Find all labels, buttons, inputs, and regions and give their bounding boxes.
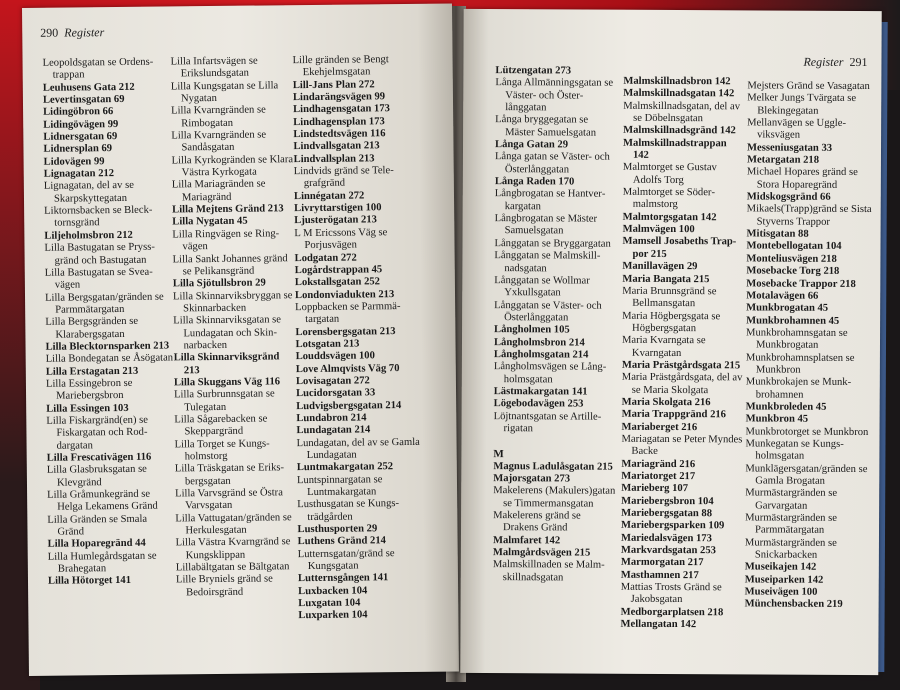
index-entry: Mariatorget 217 [621,470,696,483]
index-entry: Långbrogatan se Mäster Samuelsgatan [494,213,598,237]
index-entry: Lorensbergsgatan 213 [295,325,396,338]
index-entry: Lilla Nygatan 45 [172,216,248,228]
index-entry: Maria Trappgränd 216 [621,409,727,421]
open-book [18,6,890,682]
index-column-1 [43,56,177,588]
index-entry: Midskogsgränd 66 [746,191,831,203]
index-entry: Mariagränd 216 [621,458,696,470]
index-entry: Mariaberget 216 [621,421,698,433]
index-entry: Lilla Ringvägen se Ringvägen [172,228,280,253]
index-entry: Lilla Essingebron se Mariebergsbron [45,377,133,402]
index-entry: Murmästargränden se Parmmätargatan [745,512,837,537]
index-entry: Malmskillnadstrappan 142 [623,137,727,161]
index-entry: Lindhagensgatan 173 [293,103,390,116]
index-entry: Lilla Kvarngränden se Rimbogatan [171,104,266,130]
index-entry: Ludvigsbergsgatan 214 [296,399,402,412]
index-entry: Lilla Bastugatan se Pryssgränd och Bastugatan [44,241,155,267]
index-entry: Luntmakargatan 252 [296,461,394,474]
index-entry: Metargatan 218 [746,154,820,166]
index-entry: Löjtnantsgatan se Artillerigatan [493,410,602,435]
index-entry: Lilla Infartsvägen se Erikslundsgatan [170,55,258,80]
index-entry: Långholmen 105 [494,324,570,336]
index-entry: Lilla Bondegatan se Åsögatan [45,352,174,366]
index-entry: Lilla Frescativägen 116 [46,451,152,464]
index-entry: Lilla Kyrkogränden se Klara Västra Kyrkogata [171,153,294,179]
index-entry: Långgatan se Bryggargatan [494,237,611,250]
index-entry: Leopoldsgatan se Ordenstrappan [42,56,154,82]
index-entry: Lilla Skinnarviksgatan se Lundagatan och Skinnarbacken [173,314,282,352]
index-entry: Lidovägen 99 [43,155,105,168]
index-entry: Malmvägen 100 [622,223,695,236]
right-page-title: Register [803,54,844,69]
index-entry: Lindvallsgatan 213 [293,140,380,153]
index-entry: Lilla Skinnarviksbryggan se Skinnarbacken [172,289,293,315]
index-entry: Makelerens gränd se Drakens Gränd [493,510,581,534]
index-entry: Malmskillnaden se Malmskillnadsgatan [492,559,605,584]
index-entry: Munkbrokajen se Munkbrohamnen [745,376,852,401]
left-page-number: 290 [40,25,59,40]
index-entry: Lilla Torget se Kungsholmstorg [174,438,270,463]
left-page [22,3,459,675]
index-entry: Lilla Hötorget 141 [47,575,132,588]
index-entry: Lilla Glasbruksgatan se Klevgränd [46,464,147,489]
index-entry: Lilla Erstagatan 213 [45,365,139,378]
index-entry: Mellangatan 142 [620,618,697,631]
index-entry: Lilla Sågarebacken se Skeppargränd [174,413,268,438]
index-entry: Luxbacken 104 [298,585,368,597]
index-entry: Leuhusens Gata 212 [42,81,135,94]
index-entry: Lilla Skuggans Väg 116 [173,376,281,389]
index-entry: Murmästargränden se Snickarbacken [744,537,837,561]
index-column-6 [745,80,876,611]
index-entry: Messeniusgatan 33 [746,142,833,154]
index-entry: Lilla Fiskargränd(en) se Fiskargatan och Roddargatan [46,414,148,452]
index-entry: Lidnersplan 69 [43,143,113,156]
index-entry: Livryttarstigen 100 [294,202,382,215]
index-column-5 [620,76,745,632]
index-entry: Långgatan se Väster- och Österlånggatan [494,299,602,324]
index-entry: Lucidorsgatan 33 [295,387,376,400]
index-entry: Museivägen 100 [744,586,818,598]
index-entry: Murmästargränden se Garvargatan [745,487,838,512]
index-entry: Malmskillnadsgränd 142 [623,125,736,137]
index-entry: Malmfaret 142 [492,534,561,547]
index-entry: Lilla Essingen 103 [46,402,129,415]
index-entry: Maria Högbergsgata se Högbergsgatan [622,310,721,335]
index-entry: Makelerens (Makulers)gatan se Timmermansgatan [493,485,616,510]
index-entry: Mariebergsparken 109 [621,520,725,532]
index-entry: Lilla Kungsgatan se Lilla Nygatan [170,80,279,105]
index-entry: Maria Kvarngata se Kvarngatan [621,334,706,359]
index-entry: Lilla Humlegårdsgatan se Brahegatan [47,550,157,575]
index-entry: Lovisagatan 272 [295,375,370,388]
index-entry: Munkbrogatan 45 [746,302,829,315]
index-entry: Lundagatan 214 [296,424,371,437]
index-entry: Logårdstrappan 45 [294,264,383,277]
left-page-title: Register [64,25,105,40]
index-entry: Maria Prästgårdsgata, del av se Maria Skolgata [621,371,743,396]
index-entry: Lindarängsvägen 99 [292,91,386,104]
index-entry: Maria Bangata 215 [622,273,710,285]
index-entry: Mamsell Josabeths Trappor 215 [622,236,737,260]
index-entry: Långgatan se Wollmar Yxkullsgatan [494,274,590,299]
index-entry: Lilla Vattugatan/gränden se Herkulesgatan [175,511,292,537]
index-entry: Loppbacken se Parmmätargatan [295,300,401,326]
index-entry: Lundagatan, del av se Gamla Lundagatan [296,436,420,462]
index-entry: Lutternsgatan/gränd se Kungsgatan [297,547,395,573]
index-entry: Mosebacke Torg 218 [746,265,840,278]
index-entry: Love Almqvists Väg 70 [295,362,400,375]
index-entry: Lilla Mariagränden se Mariagränd [171,178,266,204]
index-entry: Maria Prästgårdsgata 215 [621,359,741,372]
index-entry: Lundabron 214 [296,412,367,425]
index-entry: Malmtorget se Gustav Adolfs Torg [622,162,717,186]
left-page-header [40,25,104,41]
right-page-header [803,55,867,70]
index-entry: Långgatan se Malmskillnadsgatan [494,250,601,274]
index-entry: Lilla Surbrunnsgatan se Tulegatan [174,388,275,413]
index-entry: Lögebodavägen 253 [493,398,584,410]
index-entry: L M Ericssons Väg se Porjusvägen [294,226,388,252]
index-entry: Långholmsgatan 214 [493,348,589,361]
index-entry: Malmgårdsvägen 215 [492,547,591,559]
index-entry: Luthens Gränd 214 [297,535,386,548]
index-entry: Liktornsbacken se Blecktornsgränd [44,204,153,230]
right-page [460,9,881,675]
index-entry: Långa gatan se Väster- och Österlånggatan [494,151,610,176]
index-entry: Lilla Skinnarviksgränd 213 [173,351,280,376]
index-entry: Lille Bryniels gränd se Bedoirsgränd [175,573,273,599]
index-entry: Liljeholmsbron 212 [44,229,133,242]
index-entry: Maria Skolgata 216 [621,396,711,409]
index-entry: Manillavägen 29 [622,260,698,273]
index-entry: Lusthusporten 29 [297,523,378,536]
index-column-4 [493,65,620,585]
index-entry: Mellanvägen se Uggleviksvägen [747,117,847,142]
index-entry: Louddsvägen 100 [295,350,375,363]
index-entry: Mariebergsbron 104 [621,495,714,507]
index-entry: Lill-Jans Plan 272 [292,78,375,91]
index-entry: Lignagatan 212 [43,168,115,180]
index-entry: Marmorgatan 217 [620,557,704,569]
index-entry: Lidingövägen 99 [43,118,119,131]
index-entry: Lutternsgången 141 [297,572,389,585]
index-entry: Lokstallsgatan 252 [294,276,381,289]
index-entry: Munklägersgatan/gränden se Gamla Brogatan [745,463,868,487]
index-entry: Långholmsbron 214 [493,336,585,349]
index-entry: Michael Hopares gränd se Stora Hoparegränd [746,166,858,191]
index-entry: Lindvids gränd se Telegrafgränd [293,165,394,190]
index-entry: Lilla Mejtens Gränd 213 [172,203,284,216]
index-entry: Långa Allmänningsgatan se Väster- och Österlånggatan [495,77,614,114]
index-entry: Lilla Hoparegränd 44 [47,538,146,551]
index-entry: Långholmsvägen se Långholmsgatan [493,361,607,385]
index-entry: Lilla Bastugatan se Sveavägen [44,266,153,291]
index-entry: Munkbroleden 45 [745,401,827,413]
index-entry: Magnus Ladulåsgatan 215 [493,460,613,473]
index-entry: Lilla Träskgatan se Eriksbergsgatan [174,462,285,488]
index-entry: Lotsgatan 213 [295,338,360,351]
index-entry: Lilla Sankt Johannes gränd se Pelikansgränd [172,252,288,278]
index-entry: Munkbrotorget se Munkbron [745,426,869,438]
index-entry: Lilla Kvarngränden se Sandåsgatan [171,129,267,154]
index-entry: Malmskillnadsgatan 142 [623,88,735,100]
index-entry: Malmtorgsgatan 142 [622,211,717,224]
index-column-3 [293,54,427,623]
index-entry: Ljusterögatan 213 [294,214,377,227]
index-entry: Lilla Västra Kvarngränd se Kungsklippan [175,536,291,562]
index-entry: Lusthusgatan se Kungsträdgården [297,498,400,523]
index-entry: Luxparken 104 [298,609,368,622]
index-entry: Mosebacke Trappor 218 [746,277,856,290]
index-entry: Malmskillnadsbron 142 [623,75,731,88]
index-entry: Lindhagensplan 173 [293,115,385,128]
index-entry: Mikaels(Trapp)gränd se Sista Styverns Trappor [746,203,872,228]
index-entry: Lilla Bergsgatan/gränden se Parmmätargatan [44,291,164,316]
index-entry: Levertinsgatan 69 [42,93,125,106]
index-entry: Mariagatan se Peter Myndes Backe [621,433,743,458]
index-entry: Långbrogatan se Hantverkargatan [494,188,606,213]
index-entry: Lilla Sjötullsbron 29 [172,277,266,290]
index-entry: Mitisgatan 88 [746,228,809,240]
right-page-number: 291 [849,54,868,70]
index-entry: Lästmakargatan 141 [493,386,588,398]
index-entry: Maria Brunnsgränd se Bellmansgatan [622,285,717,310]
index-entry: Långa bryggegatan se Mäster Samuelsgatan [495,114,597,139]
index-entry: Lindstedtsvägen 116 [293,128,386,141]
index-entry: Lilla Bergsgränden se Klarabergsgatan [45,316,139,341]
index-entry: Motalavägen 66 [746,290,819,302]
index-entry: Lilla Blecktornsparken 213 [45,340,170,353]
index-entry: Munkbrohamnsgatan se Munkbrogatan [746,327,848,351]
index-entry: Montebellogatan 104 [746,240,842,253]
index-entry: Münchensbacken 219 [744,598,843,611]
index-entry: Munkbrohamnsplatsen se Munkbron [745,351,855,376]
index-entry: Marieberg 107 [621,483,689,495]
index-entry: Mariebergsgatan 88 [621,507,713,520]
section-letter: M [493,448,504,461]
index-entry: Lidingöbron 66 [43,106,114,119]
index-entry: Munkbron 45 [745,413,809,426]
index-entry: Lille gränden se Bengt Ekehjelmsgatan [292,54,389,79]
index-entry: Museiparken 142 [744,574,824,586]
index-entry: Linnégatan 272 [293,190,365,202]
index-entry: Lidnersgatan 69 [43,131,118,143]
index-entry: Monteliusvägen 218 [746,253,837,265]
index-entry: Museikajen 142 [744,561,817,574]
index-entry: Lillabältgatan se Bältgatan [175,561,290,574]
index-entry: Luxgatan 104 [298,597,361,610]
index-entry: Lodgatan 272 [294,252,357,264]
index-entry: Luntspinnargatan se Luntmakargatan [296,473,383,499]
index-entry: Lilla Gråmunkegränd se Helga Lekamens Gränd [47,488,158,514]
index-entry: Lignagatan, del av se Skarpskyttegatan [43,180,134,205]
index-entry: Munkbrohamnen 45 [746,314,840,327]
index-entry: Londonviadukten 213 [294,288,395,301]
index-entry: Långa Raden 170 [494,176,575,188]
index-entry: Långa Gatan 29 [495,139,569,151]
index-entry: Mejsters Gränd se Vasagatan [747,80,870,93]
index-entry: Medborgarplatsen 218 [620,606,724,619]
index-entry: Melker Jungs Tvärgata se Blekingegatan [747,92,857,117]
index-entry: Mattias Trosts Gränd se Jakobsgatan [620,581,722,606]
index-entry: Markvardsgatan 253 [620,544,716,557]
index-entry: Lilla Varvsgränd se Östra Varvsgatan [175,487,283,512]
index-entry: Masthamnen 217 [620,569,699,581]
index-entry: Malmskillnadsgatan, del av se Döbelnsgatan [623,100,741,125]
index-entry: Munkegatan se Kungsholmsgatan [745,438,844,463]
index-entry: Malmtorget se Södermalmstorg [622,186,716,211]
index-entry: Lindvallsplan 213 [293,153,375,165]
index-column-2 [171,55,299,599]
index-entry: Majorsgatan 273 [493,473,571,485]
index-entry: Lützengatan 273 [495,65,572,77]
index-entry: Mariedalsvägen 173 [620,532,712,544]
index-entry: Lilla Gränden se Smala Gränd [47,513,148,538]
